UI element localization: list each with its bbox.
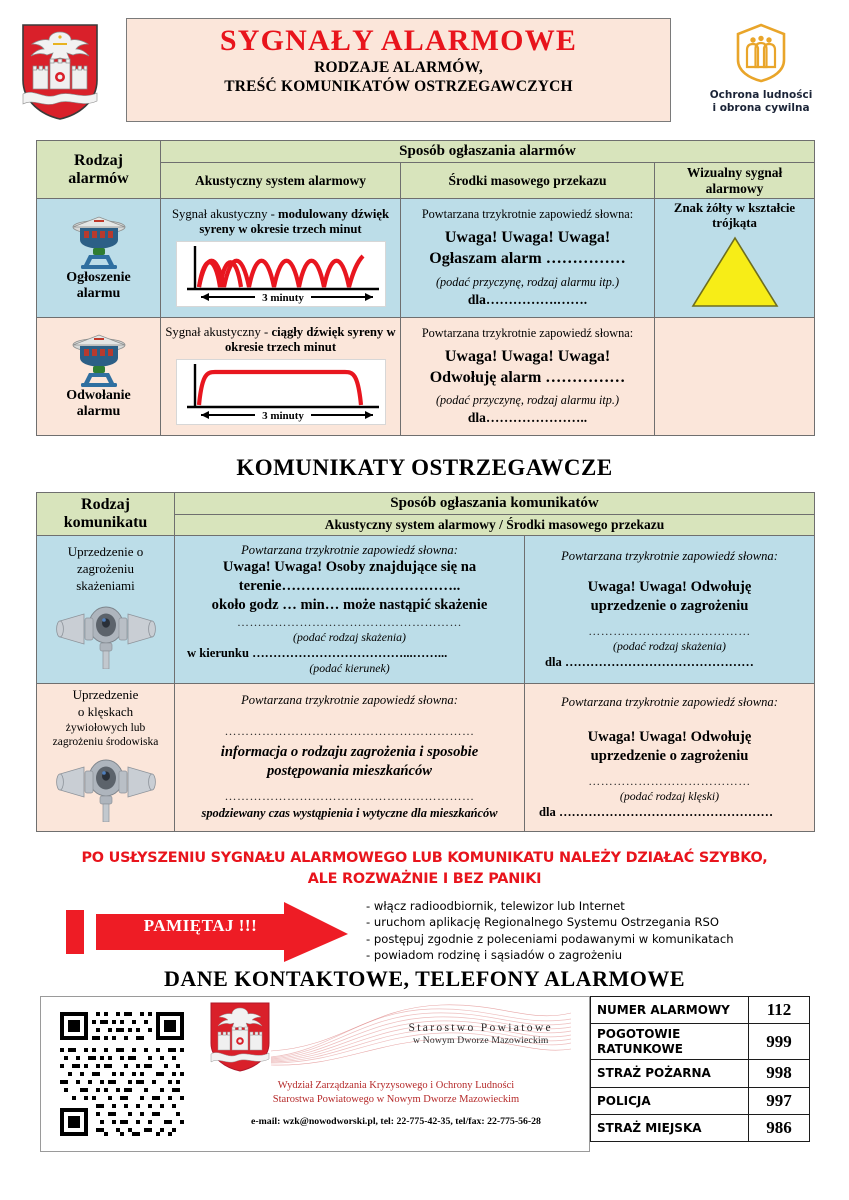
komunikat-row-2-type-l3: żywiołowych lub [65, 721, 146, 734]
alarm-col-type-l1: Rodzaj [74, 151, 123, 169]
komunikat-row-2-left-cell [175, 683, 525, 831]
komunikat-row-2-right-big2: uprzedzenie o zagrożeniu [590, 747, 749, 764]
komunikat-row-2-right-dla: dla …………………………………………… [539, 805, 774, 820]
komunikat-row-1-right-big1: Uwaga! Uwaga! Odwołuję [587, 578, 752, 595]
department-line-2: Starostwa Powiatowego w Nowym Dworze Mazowieckim [272, 1094, 520, 1106]
qr-code-wrap[interactable] [41, 997, 203, 1151]
title-box [126, 18, 671, 122]
alarm-row-2-type-l2: alarmu [76, 404, 121, 420]
phone-label: STRAŻ MIEJSKA [591, 1114, 749, 1141]
crest-wrap [0, 18, 120, 122]
alarm-row-cancel [37, 317, 815, 435]
starostwo-panel [203, 997, 589, 1151]
alarm-row-1-media-note: (podać przyczynę, rodzaj alarmu itp.) [435, 274, 619, 289]
alarm-row-2-acoustic-text [165, 325, 396, 355]
phone-number: 997 [749, 1087, 810, 1114]
county-coat-of-arms-icon [209, 1001, 271, 1073]
oc-caption-line-1: Ochrona ludności [709, 89, 813, 101]
alarm-row-1-acoustic-bold: modulowany dźwięk syreny w okresie trzech minut [199, 206, 390, 236]
alarm-row-1-visual-l1: Znak żółty w kształcie [673, 201, 796, 216]
komunikat-row-2-right-cell [525, 683, 815, 831]
komunikat-row-1-left-big2: terenie……………...……………….. [238, 577, 461, 594]
emergency-phones-table [590, 996, 810, 1142]
komunikat-row-1-right-big2: uprzedzenie o zagrożeniu [590, 597, 749, 614]
list-item: - powiadom rodzinę i sąsiadów o zagrożeniu [366, 948, 623, 963]
siren-icon-wrap [41, 214, 156, 270]
komunikat-col-type-header [37, 493, 175, 536]
komunikat-row-2-left-lead: Powtarzana trzykrotnie zapowiedź słowna: [241, 692, 458, 707]
phone-number: 112 [749, 997, 810, 1024]
alarm-row-2-media-dla: dla………………….. [467, 410, 588, 426]
alarm-row-1-visual-cell [655, 199, 815, 318]
komunikat-row-2-right-dots: ………………………………… [588, 773, 751, 788]
komunikat-row-2-type-l2: o klęskach [77, 703, 134, 719]
table-row [591, 1024, 810, 1060]
komunikat-row-1-left-direction: w kierunku ………………………………...……... [187, 646, 448, 661]
department-line-1: Wydział Zarządzania Kryzysowego i Ochrony Ludności [277, 1080, 515, 1091]
alarm-row-2-media-lead: Powtarzana trzykrotnie zapowiedź słowna: [421, 325, 634, 340]
remember-block [66, 900, 826, 964]
starostwo-line-1: Starostwo Powiatowe [408, 1021, 553, 1034]
starostwo-header [209, 1001, 583, 1073]
alarm-col-visual-header [655, 163, 815, 199]
komunikat-row-2-right-lead: Powtarzana trzykrotnie zapowiedź słowna: [561, 694, 778, 709]
komunikat-row-1-right-dots: ………………………………… [588, 623, 751, 638]
contact-email-line: e-mail: wzk@nowodworski.pl, tel: 22-775-42-35, tel/fax: 22-775-56-28 [251, 1116, 541, 1128]
komunikat-row-1-right-note: (podać rodzaj skażenia) [613, 639, 726, 654]
phone-number: 986 [749, 1114, 810, 1141]
komunikat-row-2-left-dots-top: …………………………………………………… [224, 723, 475, 738]
civil-protection-shield-icon [731, 22, 791, 84]
siren-icon [69, 214, 129, 270]
komunikat-row-1-left-big1: Uwaga! Uwaga! Osoby znajdujące się na [222, 558, 477, 575]
yellow-triangle-icon [689, 234, 781, 310]
komunikat-row-1-type-l1: Uprzedzenie o [67, 544, 144, 560]
poster-subtitle-2: TREŚĆ KOMUNIKATÓW OSTRZEGAWCZYCH [224, 78, 573, 96]
civil-protection-caption [710, 89, 813, 115]
table-row [591, 1060, 810, 1087]
alarm-col-media-header: Środki masowego przekazu [401, 163, 655, 199]
alarm-row-2-type-l1: Odwołanie [66, 388, 131, 404]
alarm-row-2-acoustic-pre: Sygnał akustyczny - [165, 324, 272, 339]
list-item: - uruchom aplikację Regionalnego Systemu Ostrzegania RSO [366, 915, 720, 930]
komunikat-row-2-left-big2: postępowania mieszkańców [266, 763, 432, 780]
komunikat-row-2-type-cell [37, 683, 175, 831]
alarm-row-2-media-big1: Uwaga! Uwaga! Uwaga! [444, 347, 611, 365]
modulated-wave-chart [176, 241, 386, 307]
phone-number: 999 [749, 1024, 810, 1060]
komunikat-row-1-left-dots: ……………………………………………… [237, 614, 462, 629]
siren-icon-wrap-2 [41, 332, 156, 388]
alarm-table-header-row-1 [37, 141, 815, 163]
komunikat-row-1-type-l3: skażeniami [76, 578, 135, 594]
civil-protection-logo-wrap [681, 18, 841, 115]
warning-line-2: ALE ROZWAŻNIE I BEZ PANIKI [307, 870, 542, 887]
phone-label: STRAŻ POŻARNA [591, 1060, 749, 1087]
contact-frame [40, 996, 590, 1152]
wave-label-1: 3 minuty [261, 292, 304, 305]
komunikat-row-2-type-l4: zagrożeniu środowiska [52, 736, 159, 749]
qr-code-icon[interactable] [56, 1008, 188, 1140]
department-name [209, 1079, 583, 1107]
alarm-row-2-media-big2: Odwołuję alarm …………… [429, 368, 626, 386]
komunikat-row-1-left-direction-note: (podać kierunek) [309, 661, 390, 676]
alarm-row-2-media-note: (podać przyczynę, rodzaj alarmu itp.) [435, 393, 619, 408]
phone-number: 998 [749, 1060, 810, 1087]
oc-caption-line-2: i obrona cywilna [712, 102, 810, 115]
warning-line-1: PO USŁYSZENIU SYGNAŁU ALARMOWEGO LUB KOMUNIKATU NALEŻY DZIAŁAĆ SZYBKO, [81, 850, 768, 866]
starostwo-line-2: w Nowym Dworze Mazowieckim [413, 1035, 549, 1046]
alarm-span-header: Sposób ogłaszania alarmów [161, 141, 815, 163]
komunikat-row-1-left-big3: około godz … min… może nastąpić skażenie [211, 596, 488, 613]
alarm-row-announce [37, 199, 815, 318]
komunikat-row-disaster [37, 683, 815, 831]
starostwo-wordmark [409, 1021, 554, 1046]
alarm-row-1-visual-l2: trójkąta [712, 216, 757, 231]
alarm-row-1-type-cell [37, 199, 161, 318]
komunikat-row-2-left-dots-bottom: …………………………………………………… [224, 789, 475, 804]
komunikat-row-contamination [37, 535, 815, 683]
phone-label: POLICJA [591, 1087, 749, 1114]
komunikat-row-2-right-big1: Uwaga! Uwaga! Odwołuję [587, 728, 752, 745]
komunikat-header-row-1 [37, 493, 815, 515]
remember-tips-list [366, 898, 734, 964]
alarm-row-1-media-dla: dla…………….……. [467, 291, 588, 307]
alarm-row-1-media-cell [401, 199, 655, 318]
wave-label-2: 3 minuty [261, 410, 304, 423]
table-row [591, 997, 810, 1024]
continuous-wave-chart [176, 359, 386, 425]
loudspeaker-icon [54, 752, 158, 822]
komunikat-row-1-right-lead: Powtarzana trzykrotnie zapowiedź słowna: [561, 548, 778, 563]
alarm-col-type-l2: alarmów [68, 169, 129, 187]
komunikaty-section-title: KOMUNIKATY OSTRZEGAWCZE [236, 455, 613, 480]
alarm-col-visual-l2: alarmowy [705, 180, 764, 196]
warning-banner [0, 848, 849, 890]
alarm-row-2-visual-cell [655, 317, 815, 435]
alarm-col-acoustic-header: Akustyczny system alarmowy [161, 163, 401, 199]
alarm-row-2-acoustic-cell [161, 317, 401, 435]
alarm-col-visual-l1: Wizualny sygnał [686, 165, 783, 180]
alarm-row-1-media-lead: Powtarzana trzykrotnie zapowiedź słowna: [421, 207, 634, 222]
alarm-row-1-media-big1: Uwaga! Uwaga! Uwaga! [444, 229, 611, 247]
komunikat-row-1-right-cell [525, 535, 815, 683]
poster-header [0, 18, 849, 133]
komunikat-span-header: Sposób ogłaszania komunikatów [175, 493, 815, 515]
komunikat-col-type-l2: komunikatu [63, 513, 148, 531]
komunikat-row-2-right-note: (podać rodzaj klęski) [619, 789, 720, 804]
komunikat-row-2-left-tail: spodziewany czas wystąpienia i wytyczne dla mieszkańców [201, 806, 498, 821]
remember-label: PAMIĘTAJ !!! [143, 916, 258, 935]
alarm-col-type-header [37, 141, 161, 199]
list-item: - włącz radioodbiornik, telewizor lub Internet [366, 899, 625, 913]
poster-subtitle-1: RODZAJE ALARMÓW, [314, 59, 483, 77]
contact-section-title: DANE KONTAKTOWE, TELEFONY ALARMOWE [163, 966, 686, 991]
alarm-row-1-acoustic-pre: Sygnał akustyczny - [171, 206, 278, 221]
phone-label: POGOTOWIE RATUNKOWE [591, 1024, 749, 1060]
modulated-waveform-icon [177, 242, 385, 306]
poster-title: SYGNAŁY ALARMOWE [219, 24, 578, 57]
alarm-row-1-media-big2: Ogłaszam alarm …………… [429, 250, 626, 268]
county-coat-of-arms-icon [20, 22, 100, 122]
komunikat-row-1-type-l2: zagrożeniu [76, 561, 135, 577]
alarm-row-2-media-cell [401, 317, 655, 435]
contact-block [40, 996, 810, 1152]
alarm-row-1-type-l1: Ogłoszenie [66, 269, 131, 285]
table-row [591, 1114, 810, 1141]
alarm-row-2-acoustic-bold: ciągły dźwięk syreny w okresie trzech minut [224, 324, 396, 355]
komunikat-row-1-right-dla: dla ……………………………………… [545, 655, 754, 670]
phone-label: NUMER ALARMOWY [591, 997, 749, 1024]
loudspeaker-icon [54, 599, 158, 669]
warning-messages-table [36, 492, 815, 832]
komunikat-row-1-left-note: (podać rodzaj skażenia) [293, 630, 406, 645]
komunikat-row-1-left-cell [175, 535, 525, 683]
table-row [591, 1087, 810, 1114]
alarm-row-2-type-cell [37, 317, 161, 435]
list-item: - postępuj zgodnie z poleceniami podawanymi w komunikatach [366, 931, 734, 946]
komunikat-sub-header: Akustyczny system alarmowy / Środki masowego przekazu [175, 515, 815, 536]
komunikat-row-2-type-l1: Uprzedzenie [72, 686, 139, 702]
continuous-waveform-icon [177, 360, 385, 424]
komunikat-row-1-type-cell [37, 535, 175, 683]
komunikat-row-2-left-big1: informacja o rodzaju zagrożenia i sposobie [220, 744, 479, 761]
siren-icon [69, 332, 129, 388]
alarm-row-1-acoustic-text [165, 207, 396, 237]
alarm-signals-table [36, 140, 815, 436]
komunikat-col-type-l1: Rodzaj [81, 495, 130, 513]
alarm-row-1-type-l2: alarmu [76, 285, 121, 301]
komunikat-row-1-left-lead: Powtarzana trzykrotnie zapowiedź słowna: [241, 542, 458, 557]
alarm-row-1-acoustic-cell [161, 199, 401, 318]
